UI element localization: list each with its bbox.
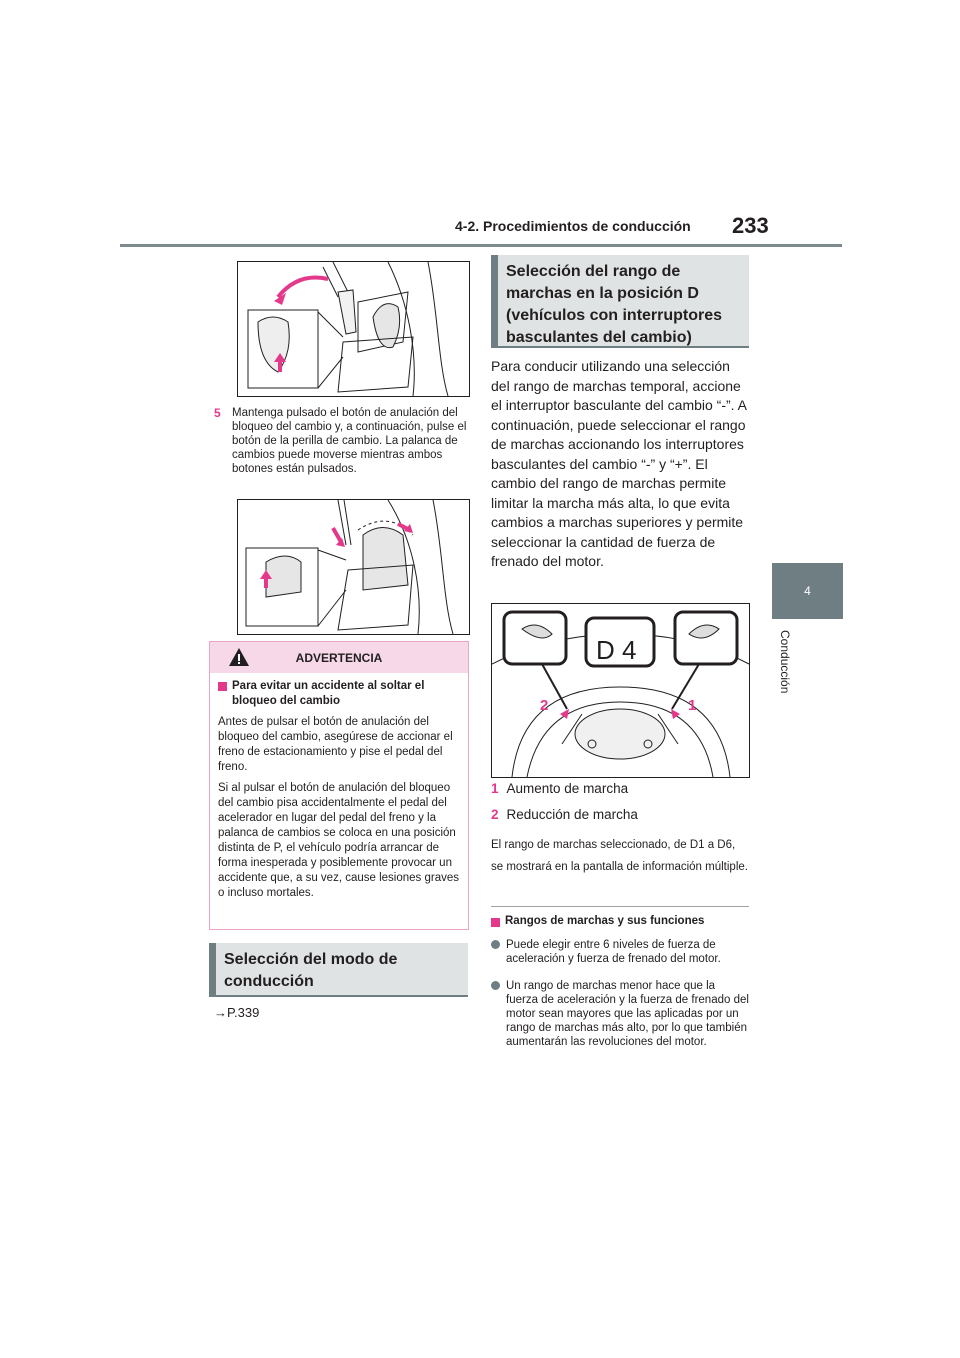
ranges-subtitle-row: [491, 915, 704, 927]
warning-header: [210, 642, 468, 673]
legend-label: Aumento de marcha: [506, 781, 629, 796]
chapter-tab: [772, 563, 843, 619]
range-paragraph: Para conducir utilizando una selección del rango de marchas temporal, accione el interruptor basculante del cambio “-”. A continuación, puede seleccionar el rango de marchas accionando los interruptores basculantes del cambio “-” y “+”. El cambio del rango de marchas permite limitar la marcha más alta, lo que evita cambios a marchas superiores y permite seleccionar la cantidad de fuerza de frenado del motor.: [491, 358, 747, 569]
figure-callout-2: 2: [540, 697, 549, 714]
warning-subtitle-row: [218, 679, 460, 709]
chapter-label: Conducción: [778, 630, 792, 694]
list-item: [491, 938, 749, 966]
figure-paddle-shifters: [491, 603, 750, 778]
running-header: 4-2. Procedimientos de conducción: [455, 218, 691, 234]
warning-triangle-icon: [228, 647, 250, 667]
figure-callout-1: 1: [688, 697, 697, 714]
section-header-drive-mode: Selección del modo de conducción: [209, 943, 468, 997]
ranges-subtitle: Rangos de marchas y sus funciones: [505, 915, 705, 927]
page-number: 233: [732, 213, 769, 238]
step-number: 5: [214, 406, 221, 420]
bullet-icon: [491, 981, 500, 990]
legend-item-1: [491, 781, 628, 796]
list-item: [491, 979, 749, 1049]
header-rule: [120, 244, 842, 247]
figure-shift-knob-button: [237, 499, 470, 635]
legend-number: 1: [491, 781, 499, 796]
warning-box: [209, 641, 469, 930]
legend-label: Reducción de marcha: [506, 807, 638, 822]
square-bullet-icon: [491, 918, 500, 927]
step-5: [214, 406, 468, 476]
bullet-text: Puede elegir entre 6 niveles de fuerza de aceleración y fuerza de frenado del motor.: [506, 939, 721, 965]
bullet-text: Un rango de marchas menor hace que la fuerza de aceleración y la fuerza de frenado del motor sean mayores que las aplicadas por un rango de marchas más alto, por lo que también aumentarán las revoluciones del motor.: [506, 980, 749, 1048]
step-text: Mantenga pulsado el botón de anulación del bloqueo del cambio y, a continuación, pulse el botón de la perilla de cambio. La palanca de cambios puede moverse mientras ambos botones están pulsados.: [232, 407, 467, 475]
legend-item-2: [491, 807, 638, 822]
range-note: El rango de marchas seleccionado, de D1 a D6, se mostrará en la pantalla de información múltiple.: [491, 839, 748, 873]
figure-display-text: D 4: [596, 635, 637, 665]
figure-shift-lock-override: [237, 261, 470, 397]
warning-paragraph-2: Si al pulsar el botón de anulación del bloqueo del cambio pisa accidentalmente el pedal del acelerador en lugar del pedal del freno y la palanca de cambios se coloca en una posición distinta de P, el vehículo podría arrancar de forma inesperada y posiblemente provocar un accidente que, a su vez, cause lesiones graves o incluso mortales.: [218, 782, 460, 899]
warning-paragraph-1: Antes de pulsar el botón de anulación del bloqueo del cambio, asegúrese de accionar el freno de estacionamiento y pise el pedal del freno.: [218, 716, 453, 773]
section-header-range-selection: Selección del rango de marchas en la posición D (vehículos con interruptores basculantes del cambio): [491, 255, 749, 348]
divider: [491, 906, 749, 907]
page-reference-link[interactable]: →P.339: [214, 1005, 260, 1020]
warning-title: ADVERTENCIA: [295, 650, 383, 665]
bullet-icon: [491, 940, 500, 949]
chapter-number: 4: [804, 584, 811, 598]
warning-subtitle: Para evitar un accidente al soltar el bloqueo del cambio: [232, 680, 425, 707]
square-bullet-icon: [218, 682, 227, 691]
legend-number: 2: [491, 807, 499, 822]
